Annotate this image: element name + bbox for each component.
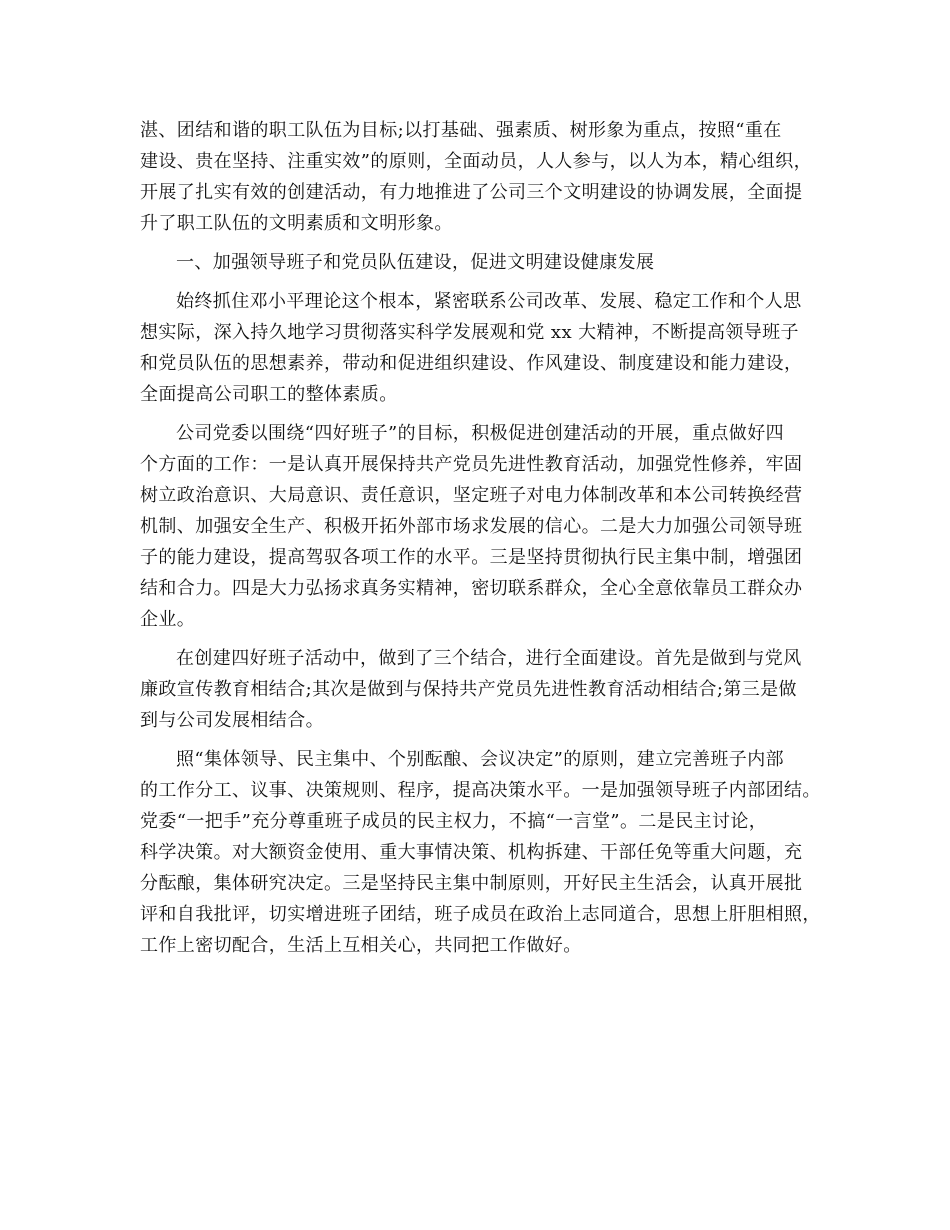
paragraph-3	[140, 418, 812, 635]
text-line: 工作上密切配合，生活上互相关心，共同把工作做好。	[140, 935, 582, 956]
text-line: 廉政宣传教育相结合;其次是做到与保持共产党员先进性教育活动相结合;第三是做	[140, 679, 797, 700]
paragraph-5	[140, 744, 821, 961]
paragraph-1	[140, 115, 812, 239]
text-line: 的工作分工、议事、决策规则、程序，提高决策水平。一是加强领导班子内部团结。	[140, 780, 821, 801]
section-heading-1	[140, 247, 812, 278]
text-line: 评和自我批评，切实增进班子团结，班子成员在政治上志同道合，思想上肝胆相照，	[140, 904, 821, 925]
text-line: 子的能力建设，提高驾驭各项工作的水平。三是坚持贯彻执行民主集中制，增强团	[140, 547, 803, 568]
text-line: 企业。	[140, 609, 196, 630]
document-body	[140, 115, 821, 961]
section-heading-text: 一、加强领导班子和党员队伍建设，促进文明建设健康发展	[176, 252, 655, 273]
text-line: 公司党委以围绕“四好班子”的目标，积极促进创建活动的开展，重点做好四	[176, 423, 785, 444]
text-line: 结和合力。四是大力弘扬求真务实精神，密切联系群众，全心全意依靠员工群众办	[140, 578, 803, 599]
text-line: 到与公司发展相结合。	[140, 710, 324, 731]
paragraph-gap	[140, 278, 812, 286]
text-line: 分酝酿，集体研究决定。三是坚持民主集中制原则，开好民主生活会，认真开展批	[140, 873, 803, 894]
text-line: 全面提高公司职工的整体素质。	[140, 384, 398, 405]
paragraph-2	[140, 286, 812, 410]
text-line: 升了职工队伍的文明素质和文明形象。	[140, 213, 453, 234]
text-line: 党委“一把手”充分尊重班子成员的民主权力，不搞“一言堂”。二是民主讨论，	[140, 811, 768, 832]
paragraph-gap	[140, 239, 812, 247]
text-line: 科学决策。对大额资金使用、重大事情决策、机构拆建、干部任免等重大问题，充	[140, 842, 803, 863]
text-line: 在创建四好班子活动中，做到了三个结合，进行全面建设。首先是做到与党风	[176, 648, 802, 669]
text-line: 湛、团结和谐的职工队伍为目标;以打基础、强素质、树形象为重点，按照“重在	[140, 120, 782, 141]
paragraph-gap	[140, 736, 812, 744]
paragraph-4	[140, 643, 812, 736]
text-line: 树立政治意识、大局意识、责任意识，坚定班子对电力体制改革和本公司转换经营	[140, 485, 803, 506]
text-line: 个方面的工作：一是认真开展保持共产党员先进性教育活动，加强党性修养，牢固	[140, 454, 803, 475]
paragraph-gap	[140, 410, 812, 418]
paragraph-gap	[140, 635, 812, 643]
text-line: 开展了扎实有效的创建活动，有力地推进了公司三个文明建设的协调发展，全面提	[140, 182, 803, 203]
text-line: 想实际，深入持久地学习贯彻落实科学发展观和党 xx 大精神，不断提高领导班子	[140, 322, 799, 343]
text-line: 和党员队伍的思想素养，带动和促进组织建设、作风建设、制度建设和能力建设，	[140, 353, 803, 374]
text-line: 始终抓住邓小平理论这个根本，紧密联系公司改革、发展、稳定工作和个人思	[176, 291, 802, 312]
text-line: 建设、贵在坚持、注重实效”的原则，全面动员，人人参与，以人为本，精心组织，	[140, 151, 812, 172]
text-line: 照“集体领导、民主集中、个别酝酿、会议决定”的原则，建立完善班子内部	[176, 749, 785, 770]
text-line: 机制、加强安全生产、积极开拓外部市场求发展的信心。二是大力加强公司领导班	[140, 516, 803, 537]
